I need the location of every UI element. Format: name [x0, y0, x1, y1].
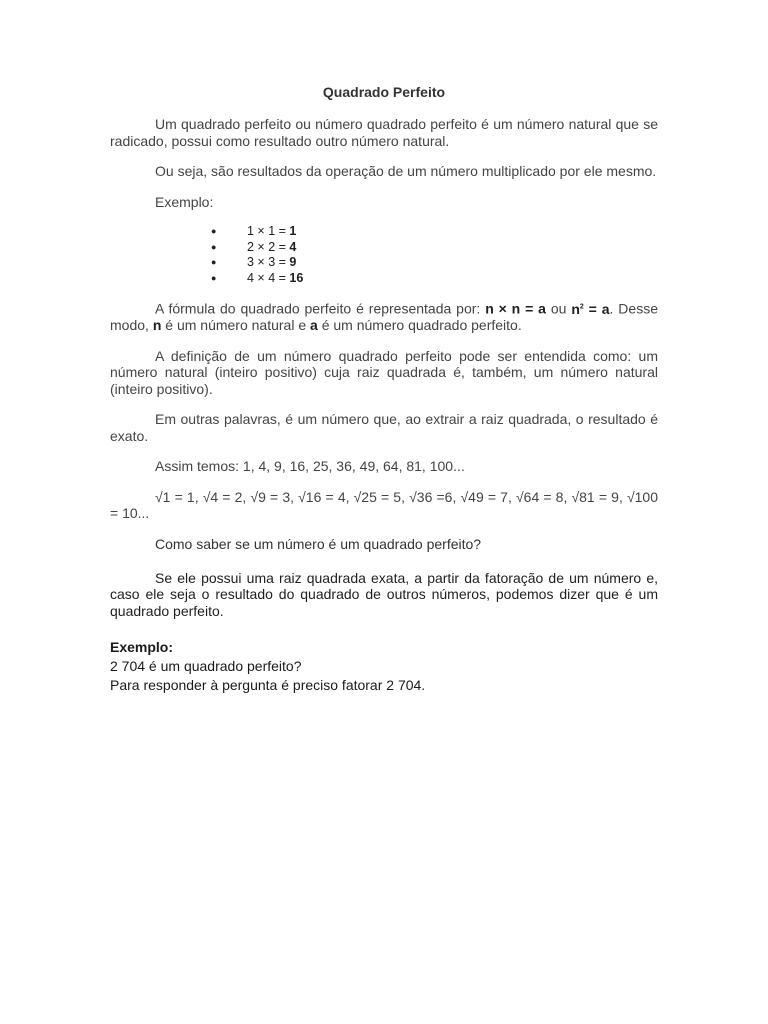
paragraph-roots: √1 = 1, √4 = 2, √9 = 3, √16 = 4, √25 = 5, √36 =6, √49 = 7, √64 = 8, √81 = 9, √100 = 10... [110, 488, 658, 522]
example-question: 2 704 é um quadrado perfeito? [110, 658, 302, 675]
paragraph-explanation: Ou seja, são resultados da operação de um número multiplicado por ele mesmo. [155, 163, 657, 179]
list-item: ● 3 × 3 = 9 [211, 255, 297, 269]
paragraph-definition: Um quadrado perfeito ou número quadrado perfeito é um número natural que se radicado, possui como resultado outro número natural. [110, 116, 658, 149]
paragraph-answer: Se ele possui uma raiz quadrada exata, a partir da fatoração de um número e, caso ele seja o resultado do quadrado de outros números, podemos dizer que é um quadrado perfeito. [110, 569, 658, 619]
document-title: Quadrado Perfeito [322, 84, 446, 100]
formula-eq2: $n^2 = a$ [571, 300, 610, 317]
example-instruction: Para responder à pergunta é preciso fatorar 2 704. [110, 677, 426, 694]
paragraph-sequence: Assim temos: 1, 4, 9, 16, 25, 36, 49, 64, 81, 100... [155, 458, 465, 475]
list-item: ● 4 × 4 = 16 [211, 270, 304, 285]
paragraph-other-words: Em outras palavras, é um número que, ao extrair a raiz quadrada, o resultado é exato. [110, 411, 658, 444]
example-heading: Exemplo: [110, 639, 174, 656]
bullet-icon: ● [211, 272, 217, 283]
paragraph-formula: A fórmula do quadrado perfeito é representada por: n × n = a ou $n^2 = a$. Desse modo, n é um número natural e a é um número quadrado perfeito. [110, 300, 658, 334]
bullet-icon: ● [211, 226, 217, 236]
paragraph-definition-2: A definição de um número quadrado perfeito pode ser entendida como: um número natural (inteiro positivo) cuja raiz quadrada é, também, um número natural (inteiro positivo). [110, 347, 658, 397]
list-item: ● 1 × 1 = 1 [211, 224, 297, 238]
example-list [110, 224, 658, 286]
question-heading: Como saber se um número é um quadrado perfeito? [155, 535, 482, 552]
paragraph-example-label: Exemplo: [155, 193, 214, 210]
example-block [110, 638, 658, 695]
bullet-icon: ● [211, 241, 217, 252]
formula-eq1: n × n = a [485, 300, 546, 317]
bullet-icon: ● [211, 257, 217, 267]
list-item: ● 2 × 2 = 4 [211, 239, 297, 254]
document-body [110, 84, 658, 695]
